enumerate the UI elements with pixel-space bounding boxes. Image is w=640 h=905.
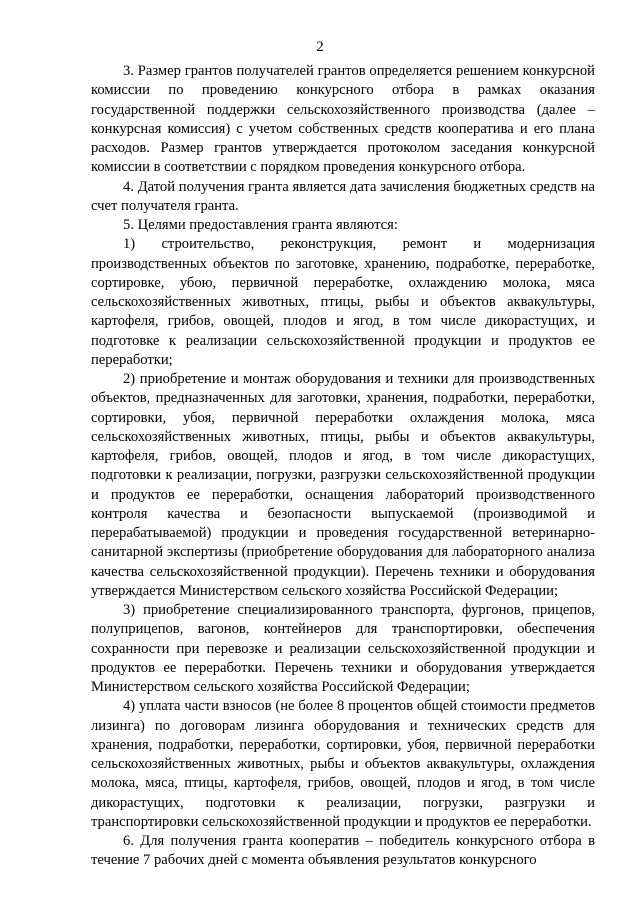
page-number: 2 (316, 39, 324, 55)
list-item-transport: 3) приобретение специализированного транспорта, фургонов, прицепов, полуприцепов, вагонов, контейнеров для транспортировки, обеспечения сохранности при перевозке и реализации сельскохозяйственной продукции и продуктов ее переработки. Перечень техники и оборудования утверждается Министерством сельского хозяйства Российской Федерации; (91, 602, 595, 695)
list-item-equipment: 2) приобретение и монтаж оборудования и техники для производственных объектов, предназначенных для заготовки, хранения, подработки, переработки, сортировки, убоя, первичной переработки охлаждения молока, мяса сельскохозяйственных животных, птицы, рыбы и объектов аквакультуры, картофеля, грибов, овощей, плодов и ягод, в том числе дикорастущих, подготовки к реализации, погрузки, разгрузки сельскохозяйственной продукции и продуктов ее переработки, оснащения лабораторий производственного контроля качества и безопасности выпускаемой (производимой и перерабатываемой) продукции и проведения государственной ветеринарно-санитарной экспертизы (приобретение оборудования для лабораторного анализа качества сельскохозяйственной продукции). Перечень техники и оборудования утверждается Министерством сельского хозяйства Российской Федерации; (91, 371, 595, 599)
list-item-construction: 1) строительство, реконструкция, ремонт и модернизация производственных объектов по заготовке, хранению, подработке, переработке, сортировке, убою, первичной переработке, охлаждению молока, мяса сельскохозяйственных животных, птицы, рыбы и объектов аквакультуры, картофеля, грибов, овощей, плодов и ягод, в том числе дикорастущих, и подготовке к реализации сельскохозяйственной продукции и продуктов ее переработки; (91, 236, 595, 368)
paragraph-grant-date: 4. Датой получения гранта является дата зачисления бюджетных средств на счет получателя гранта. (91, 178, 595, 214)
list-item-leasing: 4) уплата части взносов (не более 8 процентов общей стоимости предметов лизинга) по договорам лизинга оборудования и технических средств для хранения, подработки, переработки, сортировки, убоя, первичной переработки сельскохозяйственных животных, рыбы и объектов аквакультуры, охлаждения молока, мяса, птицы, картофеля, грибов, овощей, плодов и ягод, в том числе дикорастущих, подготовки к реализации, погрузки, разгрузки и транспортировки сельскохозяйственной продукции и продуктов ее переработки. (91, 698, 595, 830)
paragraph-grant-receipt: 6. Для получения гранта кооператив – победитель конкурсного отбора в течение 7 рабочих дней с момента объявления результатов конкурсного (91, 833, 595, 869)
paragraph-grant-size: 3. Размер грантов получателей грантов определяется решением конкурсной комиссии по проведению конкурсного отбора в рамках оказания государственной поддержки сельскохозяйственного производства (далее – конкурсная комиссия) с учетом собственных средств кооператива и его плана расходов. Размер грантов утверждается протоколом заседания конкурсной комиссии в соответствии с порядком проведения конкурсного отбора. (91, 63, 595, 176)
paragraph-grant-goals: 5. Целями предоставления гранта являются: (123, 217, 398, 233)
document-body (91, 62, 595, 871)
